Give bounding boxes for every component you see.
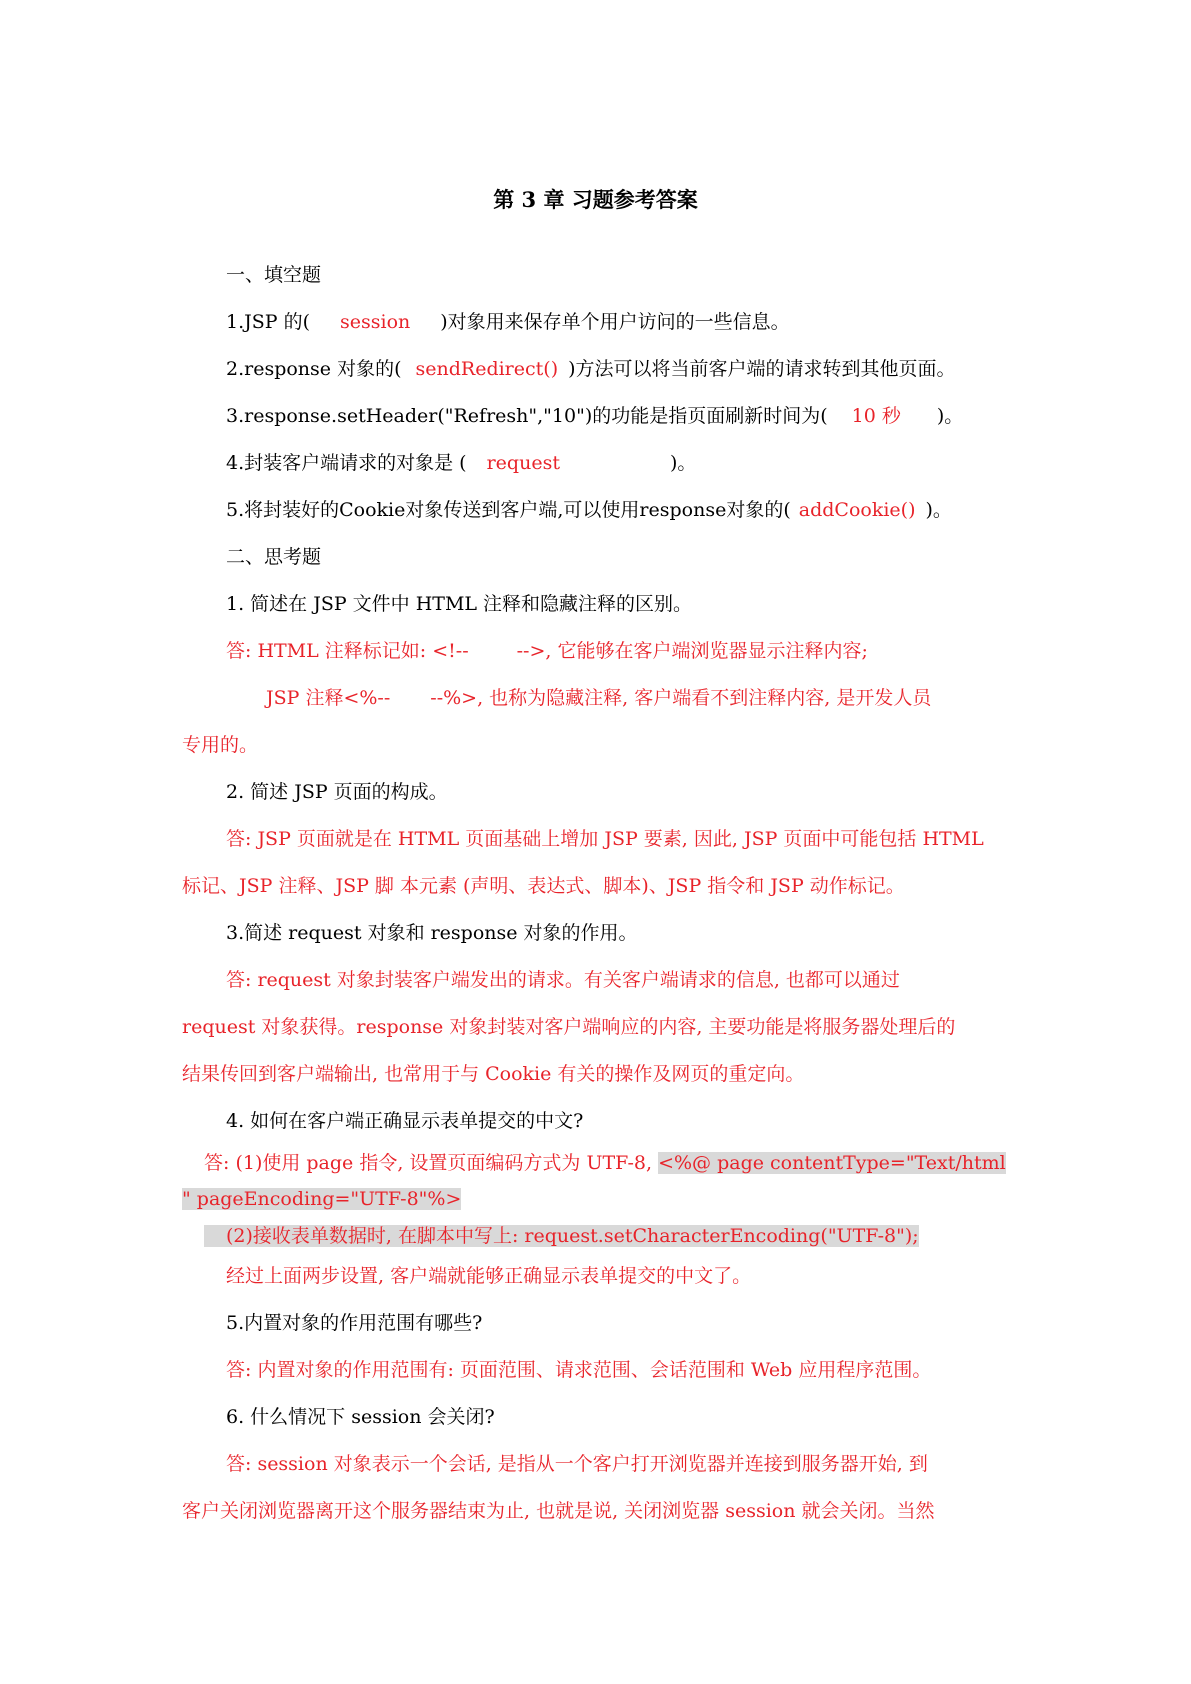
think-answer-1-line-2	[266, 685, 931, 711]
think-answer-5: 答: 内置对象的作用范围有: 页面范围、请求范围、会话范围和 Web 应用程序范围。	[226, 1359, 932, 1381]
think-answer-3-line-1: 答: request 对象封装客户端发出的请求。有关客户端请求的信息, 也都可以通过	[226, 969, 900, 991]
think-answer-1-line-3: 专用的。	[182, 734, 259, 756]
think-answer-6-line-2: 客户关闭浏览器离开这个服务器结束为止, 也就是说, 关闭浏览器 session 就会关闭。当然	[182, 1500, 935, 1522]
fill-question-2	[226, 356, 956, 382]
think-answer-2-line-2: 标记、JSP 注释、JSP 脚 本元素 (声明、表达式、脚本)、JSP 指令和 JSP 动作标记。	[182, 875, 905, 897]
think-answer-6-line-1: 答: session 对象表示一个会话, 是指从一个客户打开浏览器并连接到服务器开始, 到	[226, 1453, 928, 1475]
think-a4-l1-part-a: 答: (1)使用 page 指令, 设置页面编码方式为 UTF-8,	[204, 1152, 653, 1174]
fill-q4-suffix: )。	[669, 452, 697, 474]
think-answer-2-line-1: 答: JSP 页面就是在 HTML 页面基础上增加 JSP 要素, 因此, JSP 页面中可能包括 HTML	[226, 828, 984, 850]
think-a1-l1-part-a: 答: HTML 注释标记如: <!--	[226, 640, 469, 662]
think-answer-4-line-1	[204, 1150, 1006, 1176]
think-a1-l2-part-a: JSP 注释<%--	[266, 687, 391, 709]
think-a1-l2-part-b: --%>, 也称为隐藏注释, 客户端看不到注释内容, 是开发人员	[430, 687, 932, 709]
think-a4-step2-highlight: (2)接收表单数据时, 在脚本中写上: request.setCharacterEncoding("UTF-8");	[204, 1225, 919, 1247]
section-heading-fill: 一、填空题	[226, 264, 322, 286]
fill-q5-suffix: )。	[925, 499, 952, 521]
think-question-6: 6. 什么情况下 session 会关闭?	[226, 1406, 495, 1428]
think-a4-code-highlight: <%@ page contentType="Text/html	[658, 1152, 1006, 1174]
think-question-3: 3.简述 request 对象和 response 对象的作用。	[226, 922, 638, 944]
fill-q1-answer: session	[340, 311, 411, 333]
fill-question-4	[226, 450, 696, 476]
fill-question-1	[226, 309, 790, 335]
fill-q3-prefix: 3.response.setHeader("Refresh","10")的功能是指页面刷新时间为(	[226, 405, 828, 427]
think-answer-4-line-3	[204, 1223, 919, 1249]
think-question-1: 1. 简述在 JSP 文件中 HTML 注释和隐藏注释的区别。	[226, 593, 693, 615]
think-answer-4-line-4: 经过上面两步设置, 客户端就能够正确显示表单提交的中文了。	[226, 1265, 752, 1287]
think-question-4: 4. 如何在客户端正确显示表单提交的中文?	[226, 1110, 584, 1132]
fill-q2-prefix: 2.response 对象的(	[226, 358, 402, 380]
fill-question-3	[226, 403, 963, 429]
fill-q1-prefix: 1.JSP 的(	[226, 311, 310, 333]
fill-q2-answer: sendRedirect()	[415, 358, 559, 380]
fill-q4-prefix: 4.封装客户端请求的对象是 (	[226, 452, 467, 474]
think-a1-l1-part-b: -->, 它能够在客户端浏览器显示注释内容;	[516, 640, 868, 662]
think-question-2: 2. 简述 JSP 页面的构成。	[226, 781, 448, 803]
think-answer-3-line-3: 结果传回到客户端输出, 也常用于与 Cookie 有关的操作及网页的重定向。	[182, 1063, 805, 1085]
think-question-5: 5.内置对象的作用范围有哪些?	[226, 1312, 483, 1334]
section-heading-think: 二、思考题	[226, 546, 322, 568]
fill-q5-answer: addCookie()	[798, 499, 916, 521]
fill-q3-suffix: )。	[936, 405, 964, 427]
fill-q3-answer: 10 秒	[851, 405, 901, 427]
fill-question-5	[226, 497, 952, 523]
fill-q2-suffix: )方法可以将当前客户端的请求转到其他页面。	[568, 358, 956, 380]
fill-q4-answer: request	[486, 452, 560, 474]
think-a4-code-highlight-cont: " pageEncoding="UTF-8"%>	[182, 1188, 462, 1210]
think-answer-4-line-2	[182, 1186, 461, 1212]
think-answer-3-line-2: request 对象获得。response 对象封装对客户端响应的内容, 主要功能是将服务器处理后的	[182, 1016, 956, 1038]
page-title: 第 3 章 习题参考答案	[493, 187, 698, 212]
fill-q1-suffix: )对象用来保存单个用户访问的一些信息。	[440, 311, 790, 333]
fill-q5-prefix: 5.将封装好的Cookie对象传送到客户端,可以使用response对象的(	[226, 499, 791, 521]
think-answer-1-line-1	[226, 638, 868, 664]
